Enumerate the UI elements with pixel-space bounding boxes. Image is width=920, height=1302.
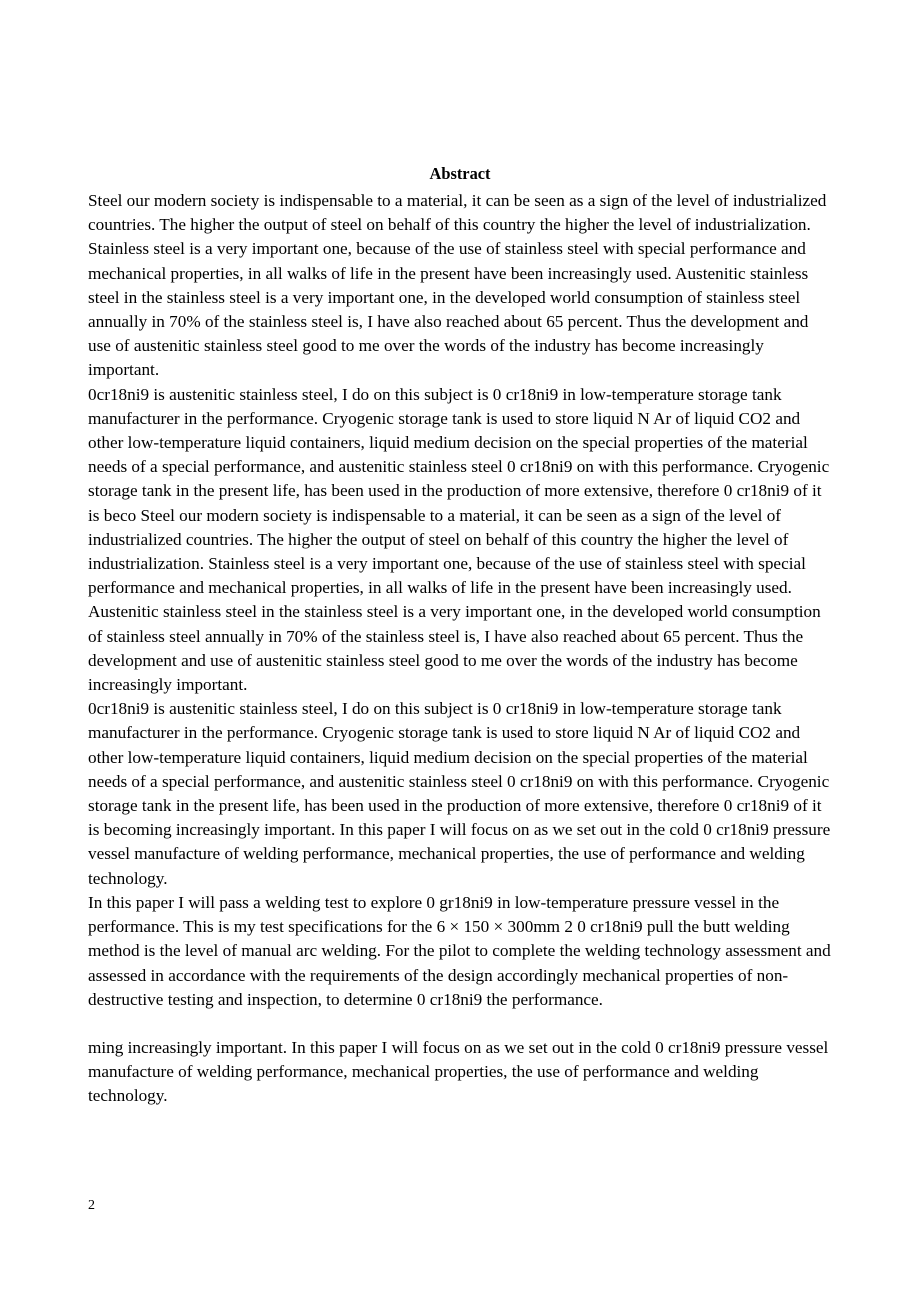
document-body — [88, 189, 834, 1109]
page-number: 2 — [88, 1198, 95, 1213]
paragraph: 0cr18ni9 is austenitic stainless steel, I do on this subject is 0 cr18ni9 in low-temperature storage tank manufacturer in the performance. Cryogenic storage tank is used to store liquid N Ar of liquid CO2 and other low-temperature liquid containers, liquid medium decision on the special properties of the material needs of a special performance, and austenitic stainless steel 0 cr18ni9 on with this performance. Cryogenic storage tank in the present life, has been used in the production of more extensive, therefore 0 cr18ni9 of it is beco Steel our modern society is indispensable to a material, it can be seen as a sign of the level of industrialized countries. The higher the output of steel on behalf of this country the higher the level of industrialization. Stainless steel is a very important one, because of the use of stainless steel with special performance and mechanical properties, in all walks of life in the present have been increasingly used. Austenitic stainless steel in the stainless steel is a very important one, in the developed world consumption of stainless steel annually in 70% of the stainless steel is, I have also reached about 65 percent. Thus the development and use of austenitic stainless steel good to me over the words of the industry has become increasingly important. — [88, 384, 830, 695]
document-title: Abstract — [429, 164, 491, 183]
paragraph: 0cr18ni9 is austenitic stainless steel, I do on this subject is 0 cr18ni9 in low-temperature storage tank manufacturer in the performance. Cryogenic storage tank is used to store liquid N Ar of liquid CO2 and other low-temperature liquid containers, liquid medium decision on the special properties of the material needs of a special performance, and austenitic stainless steel 0 cr18ni9 on with this performance. Cryogenic storage tank in the present life, has been used in the production of more extensive, therefore 0 cr18ni9 of it is becoming increasingly important. In this paper I will focus on as we set out in the cold 0 cr18ni9 pressure vessel manufacture of welding performance, mechanical properties, the use of performance and welding technology. — [88, 699, 831, 888]
paragraph: Steel our modern society is indispensable to a material, it can be seen as a sign of the level of industrialized countries. The higher the output of steel on behalf of this country the higher the level of industrialization. Stainless steel is a very important one, because of the use of stainless steel with special performance and mechanical properties, in all walks of life in the present have been increasingly used. Austenitic stainless steel in the stainless steel is a very important one, in the developed world consumption of stainless steel annually in 70% of the stainless steel is, I have also reached about 65 percent. Thus the development and use of austenitic stainless steel good to me over the words of the industry has become increasingly important. — [88, 191, 827, 380]
paragraph: In this paper I will pass a welding test to explore 0 gr18ni9 in low-temperature pressure vessel in the performance. This is my test specifications for the 6 × 150 × 300mm 2 0 cr18ni9 pull the butt welding method is the level of manual arc welding. For the pilot to complete the welding technology assessment and assessed in accordance with the requirements of the design accordingly mechanical properties of non-destructive testing and inspection, to determine 0 cr18ni9 the performance. — [88, 892, 831, 1009]
paragraph: ming increasingly important. In this paper I will focus on as we set out in the cold 0 cr18ni9 pressure vessel manufacture of welding performance, mechanical properties, the use of performance and welding technology. — [88, 1037, 829, 1106]
